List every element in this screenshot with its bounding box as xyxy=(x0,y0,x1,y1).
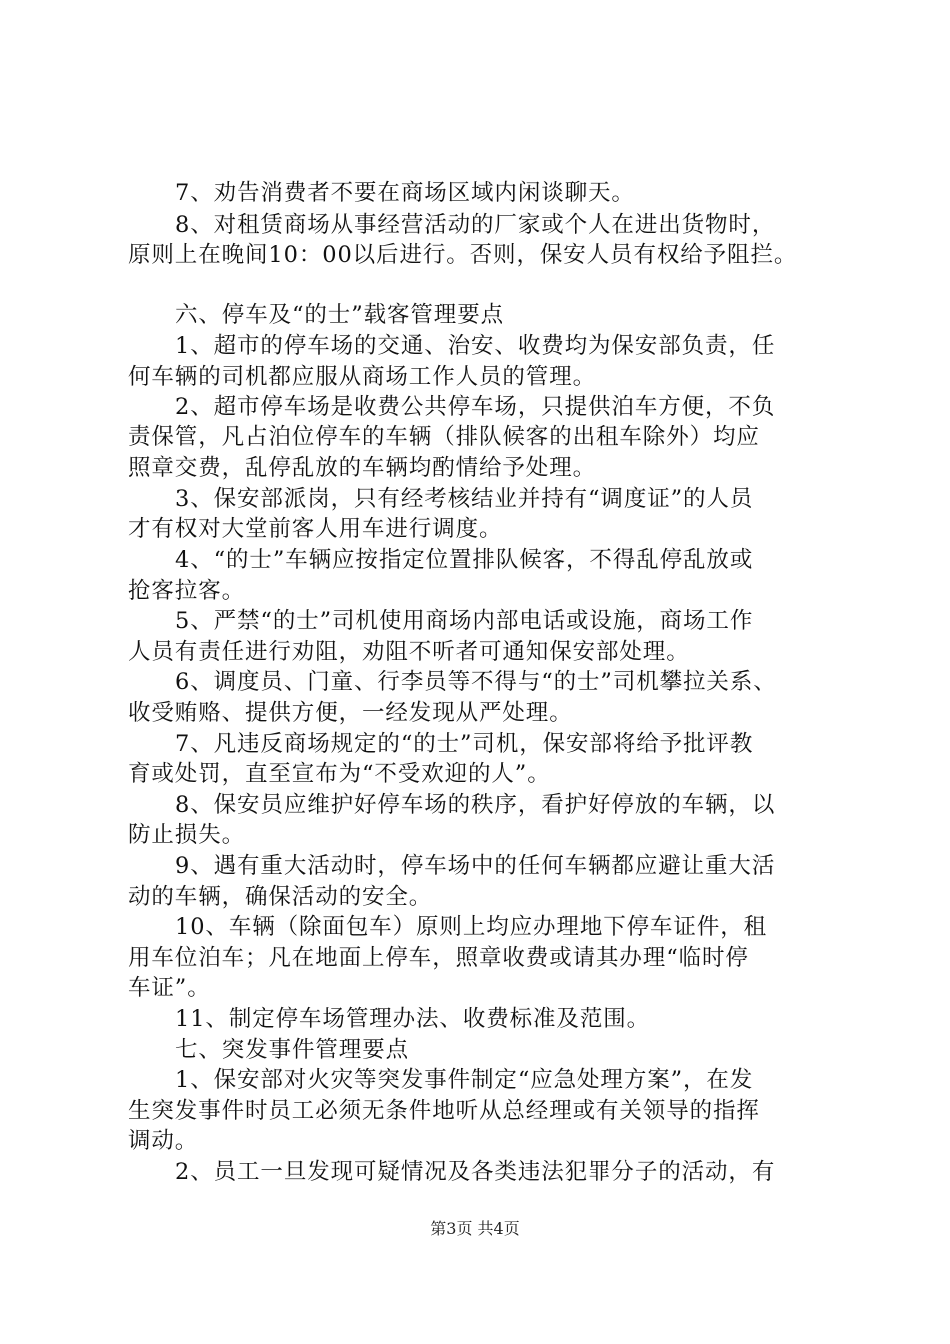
body-line: 育或处罚，直至宣布为“不受欢迎的人”。 xyxy=(128,761,551,787)
body-line: 车证”。 xyxy=(128,975,211,1001)
body-line: 用车位泊车；凡在地面上停车，照章收费或请其办理“临时停 xyxy=(128,945,749,971)
body-line: 2、超市停车场是收费公共停车场，只提供泊车方便，不负 xyxy=(175,394,776,420)
body-line: 9、遇有重大活动时，停车场中的任何车辆都应避让重大活 xyxy=(175,853,776,879)
body-line: 2、员工一旦发现可疑情况及各类违法犯罪分子的活动，有 xyxy=(175,1159,776,1185)
body-line: 10、车辆（除面包车）原则上均应办理地下停车证件，租 xyxy=(175,914,768,940)
body-line: 收受贿赂、提供方便，一经发现从严处理。 xyxy=(128,700,573,726)
body-line: 人员有责任进行劝阻，劝阻不听者可通知保安部处理。 xyxy=(128,639,690,665)
body-line: 责保管，凡占泊位停车的车辆（排队候客的出租车除外）均应 xyxy=(128,424,760,450)
body-line: 生突发事件时员工必须无条件地听从总经理或有关领导的指挥 xyxy=(128,1098,760,1124)
body-line: 原则上在晚间10：00以后进行。否则，保安人员有权给予阻拦。 xyxy=(128,242,798,268)
page-footer: 第3页 共4页 xyxy=(430,1219,520,1238)
body-line: 8、保安员应维护好停车场的秩序，看护好停放的车辆，以 xyxy=(175,792,776,818)
body-line: 5、严禁“的士”司机使用商场内部电话或设施，商场工作 xyxy=(175,608,754,634)
body-line: 防止损失。 xyxy=(128,822,246,848)
body-line: 照章交费，乱停乱放的车辆均酌情给予处理。 xyxy=(128,455,597,481)
body-line: 4、“的士”车辆应按指定位置排队候客，不得乱停乱放或 xyxy=(175,547,754,573)
body-line: 7、凡违反商场规定的“的士”司机，保安部将给予批评教 xyxy=(175,731,754,757)
body-line: 7、劝告消费者不要在商场区域内闲谈聊天。 xyxy=(175,180,635,206)
body-line: 抢客拉客。 xyxy=(128,578,246,604)
body-line: 才有权对大堂前客人用车进行调度。 xyxy=(128,516,503,542)
section-heading: 七、突发事件管理要点 xyxy=(175,1037,410,1063)
body-line: 1、超市的停车场的交通、治安、收费均为保安部负责，任 xyxy=(175,333,776,359)
section-heading: 六、停车及“的士”载客管理要点 xyxy=(175,302,505,328)
body-line: 3、保安部派岗，只有经考核结业并持有“调度证”的人员 xyxy=(175,486,754,512)
body-line: 8、对租赁商场从事经营活动的厂家或个人在进出货物时， xyxy=(175,212,776,238)
body-line: 11、制定停车场管理办法、收费标准及范围。 xyxy=(175,1006,651,1032)
body-line: 6、调度员、门童、行李员等不得与“的士”司机攀拉关系、 xyxy=(175,669,777,695)
body-line: 调动。 xyxy=(128,1128,199,1154)
body-line: 何车辆的司机都应服从商场工作人员的管理。 xyxy=(128,364,597,390)
body-line: 动的车辆，确保活动的安全。 xyxy=(128,884,433,910)
body-line: 1、保安部对火灾等突发事件制定“应急处理方案”，在发 xyxy=(175,1067,754,1093)
